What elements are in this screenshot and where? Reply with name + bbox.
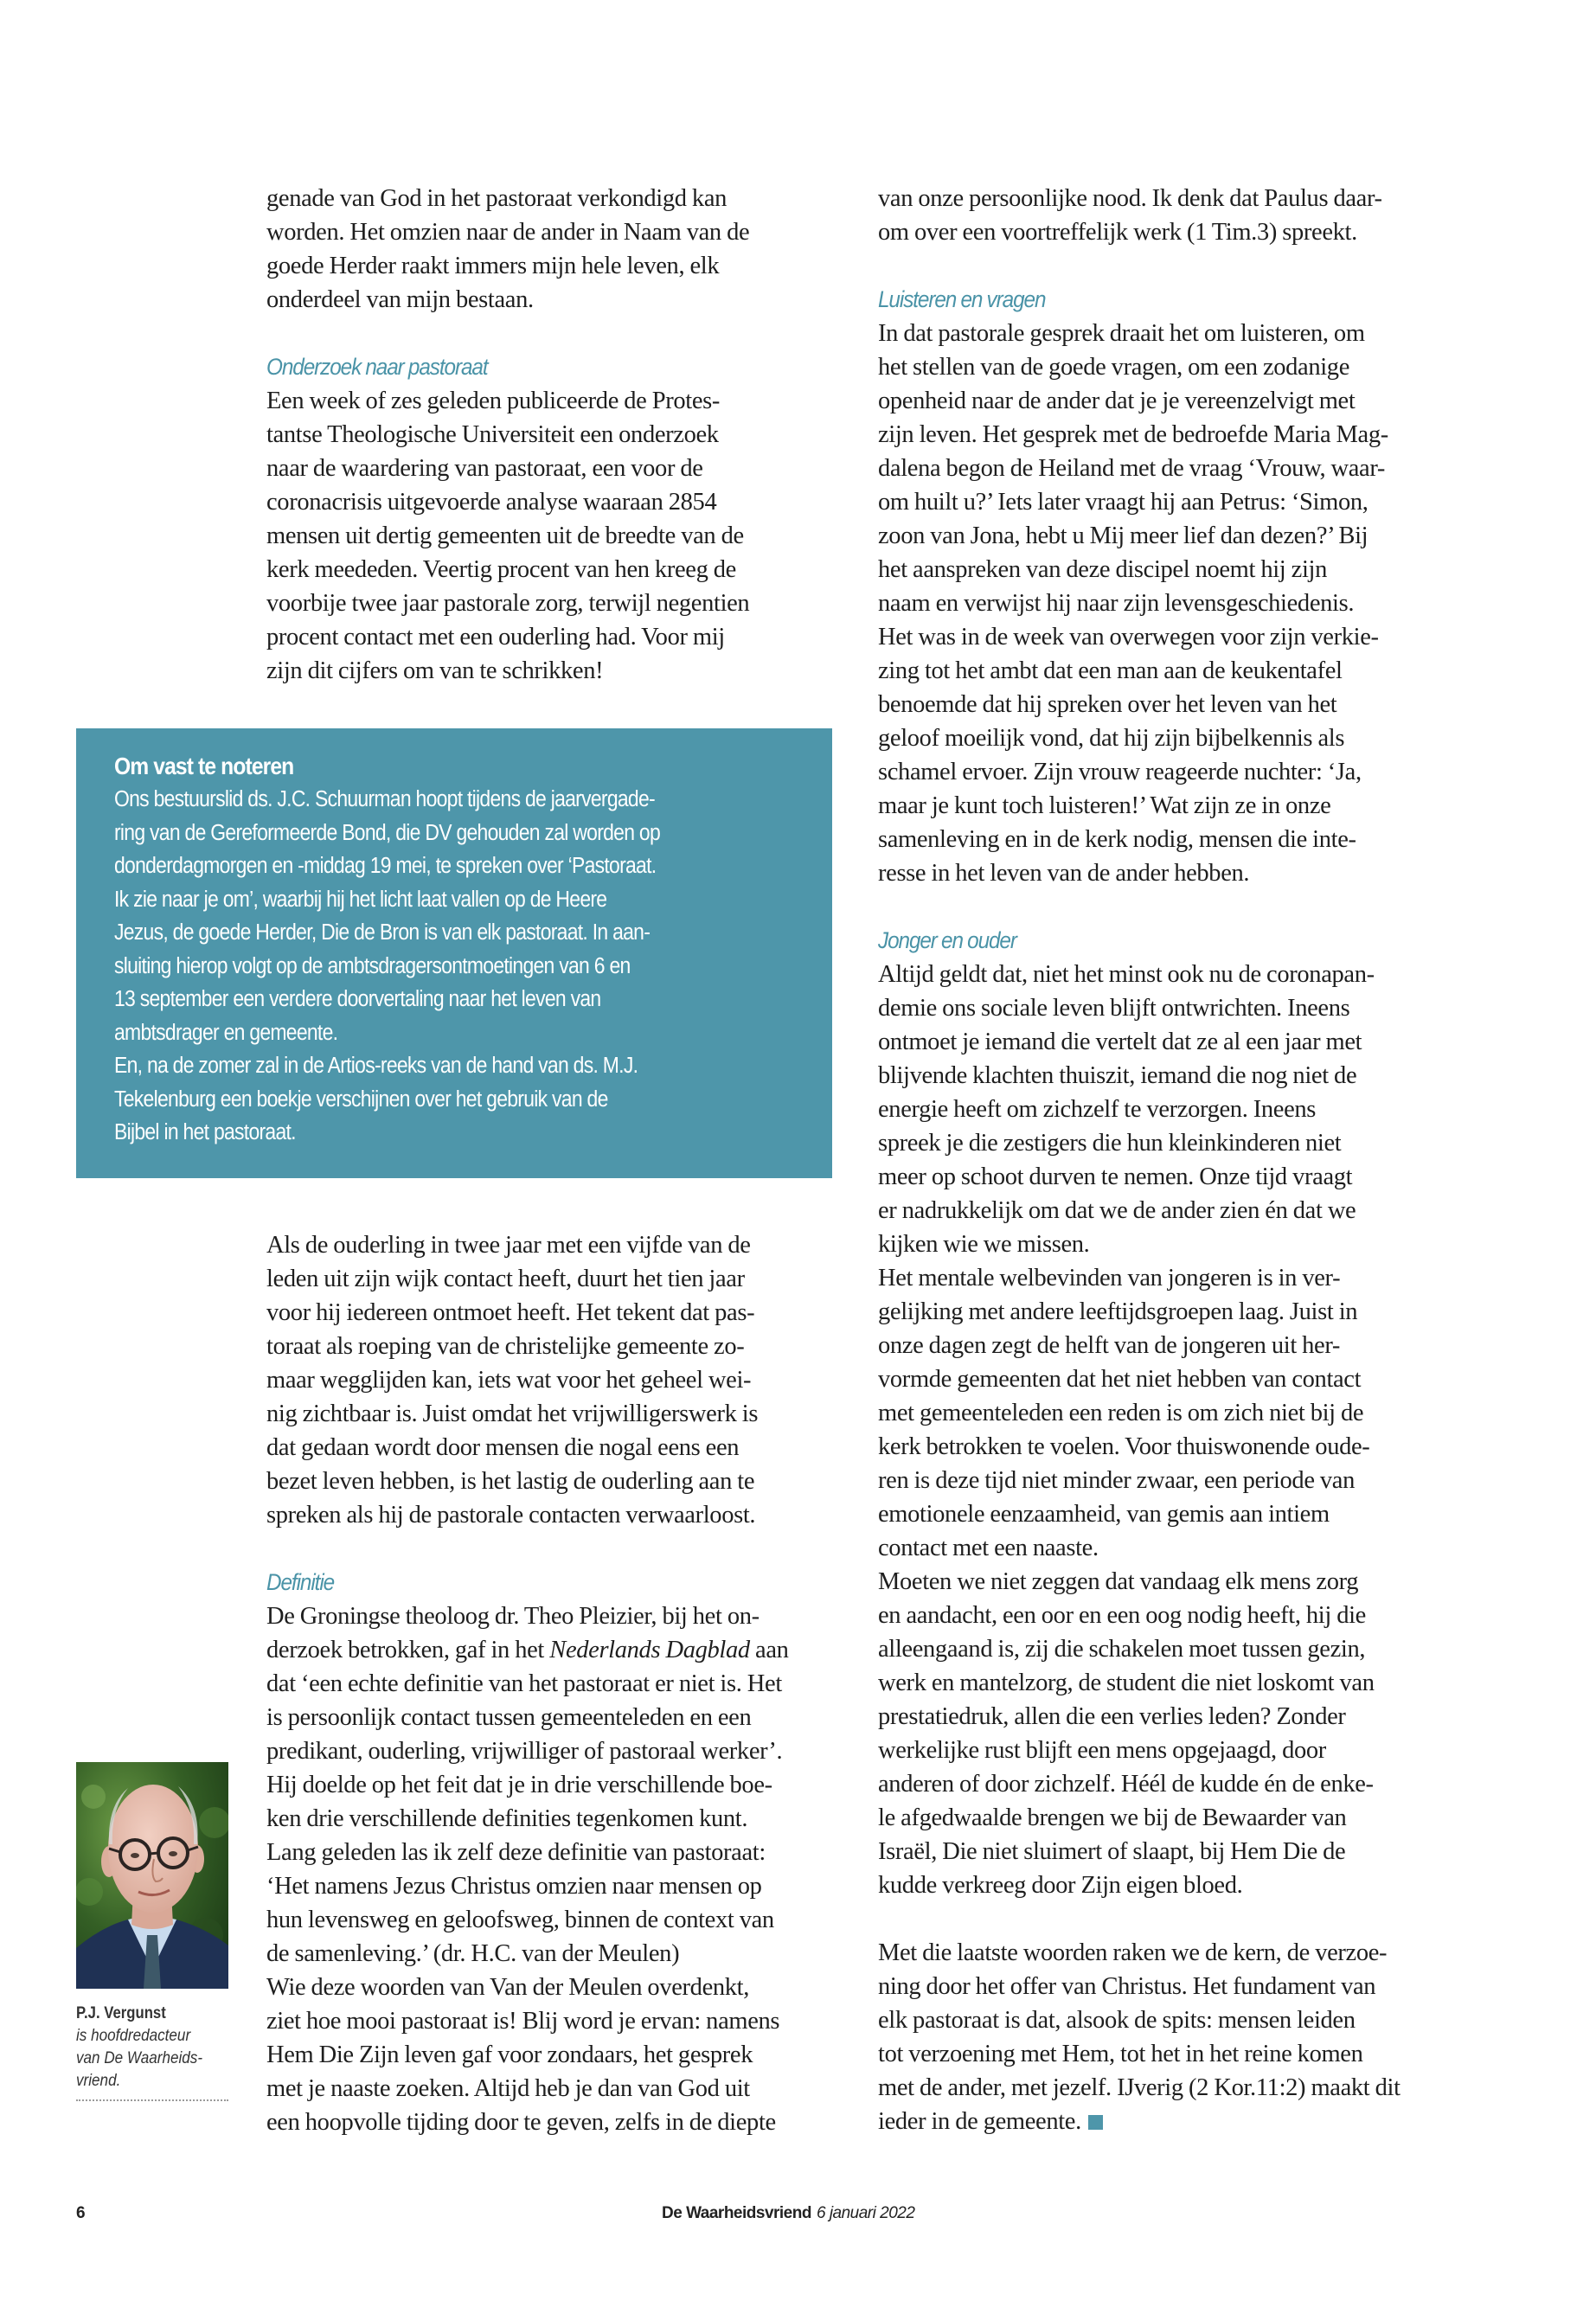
body-line: blijvende klachten thuiszit, iemand die nog niet de	[878, 1062, 1357, 1089]
body-line: Een week of zes geleden publiceerde de Protes-	[266, 388, 721, 414]
body-line: nig zichtbaar is. Juist omdat het vrijwilligerswerk is	[266, 1400, 759, 1427]
author-role-line: vriend.	[76, 2072, 121, 2090]
body-line: emotionele eenzaamheid, van gemis aan intiem	[878, 1501, 1330, 1528]
body-line: procent contact met een ouderling had. Voor mij	[266, 624, 725, 651]
body-line: goede Herder raakt immers mijn hele leven, elk	[266, 253, 720, 279]
body-line: werk en mantelzorg, de student die niet loskomt van	[878, 1670, 1375, 1696]
body-line: gelijking met andere leeftijdsgroepen laag. Juist in	[878, 1298, 1358, 1325]
body-line: zijn dit cijfers om van te schrikken!	[266, 657, 604, 684]
body-line: meer op schoot durven te nemen. Onze tijd vraagt	[878, 1163, 1353, 1190]
note-box-line: En, na de zomer zal in de Artios-reeks van de hand van ds. M.J.	[114, 1054, 638, 1078]
body-line: maar je kunt toch luisteren!’ Wat zijn ze in onze	[878, 792, 1331, 819]
note-box-line: Bijbel in het pastoraat.	[114, 1120, 296, 1144]
body-line: maar wegglijden kan, iets wat voor het geheel wei-	[266, 1367, 752, 1394]
body-line: anderen of door zichzelf. Héél de kudde én de enke-	[878, 1771, 1374, 1798]
author-photo	[76, 1762, 228, 1989]
body-line: onderdeel van mijn bestaan.	[266, 286, 534, 313]
body-line	[878, 2105, 1466, 2138]
body-line: Lang geleden las ik zelf deze definitie van pastoraat:	[266, 1839, 766, 1866]
body-line: Hij doelde op het feit dat je in drie verschillende boe-	[266, 1772, 772, 1798]
body-line	[266, 1633, 837, 1667]
body-line: zijn leven. Het gesprek met de bedroefde Maria Mag-	[878, 421, 1388, 448]
author-name: P.J. Vergunst	[76, 2004, 166, 2022]
body-line: Hem Die Zijn leven gaf voor zondaars, het gesprek	[266, 2041, 753, 2068]
body-text: ieder in de gemeente.	[878, 2108, 1081, 2135]
body-line: energie heeft om zichzelf te verzorgen. Ineens	[878, 1096, 1317, 1123]
note-box-title: Om vast te noteren	[114, 753, 294, 779]
body-line: is persoonlijk contact tussen gemeenteleden en een	[266, 1704, 752, 1731]
author-role-line: van De Waarheids-	[76, 2049, 203, 2067]
note-box-line: 13 september een verdere doorvertaling naar het leven van	[114, 987, 601, 1011]
body-line: om huilt u?’ Iets later vraagt hij aan Petrus: ‘Simon,	[878, 489, 1368, 516]
body-line: werkelijke rust blijft een mens opgejaagd, door	[878, 1737, 1326, 1764]
body-line: ziet hoe mooi pastoraat is! Blij word je ervan: namens	[266, 2008, 780, 2035]
body-line: benoemde dat hij spreken over het leven van het	[878, 691, 1337, 718]
publication-footer	[662, 2204, 914, 2223]
body-line: kijken wie we missen.	[878, 1231, 1090, 1258]
body-line: naam en verwijst hij naar zijn levensgeschiedenis.	[878, 590, 1355, 617]
body-line: het aanspreken van deze discipel noemt hij zijn	[878, 556, 1327, 583]
note-box-line: Jezus, de goede Herder, Die de Bron is van elk pastoraat. In aan-	[114, 920, 651, 945]
body-line: dat ‘een echte definitie van het pastoraat er niet is. Het	[266, 1670, 782, 1697]
author-role-line: is hoofdredacteur	[76, 2027, 191, 2045]
body-line: Wie deze woorden van Van der Meulen overdenkt,	[266, 1974, 750, 2001]
body-line: ‘Het namens Jezus Christus omzien naar mensen op	[266, 1873, 762, 1900]
note-box-line: donderdagmorgen en -middag 19 mei, te spreken over ‘Pastoraat.	[114, 854, 657, 878]
body-line: voorbije twee jaar pastorale zorg, terwijl negentien	[266, 590, 750, 617]
body-line: predikant, ouderling, vrijwilliger of pastoraal werker’.	[266, 1738, 783, 1765]
body-line: Met die laatste woorden raken we de kern, de verzoe-	[878, 1939, 1388, 1966]
body-text: derzoek betrokken, gaf in het	[266, 1637, 550, 1663]
body-line: hun levensweg en geloofsweg, binnen de context van	[266, 1907, 774, 1933]
body-line: spreken als hij de pastorale contacten verwaarloost.	[266, 1502, 756, 1529]
body-line: met de ander, met jezelf. IJverig (2 Kor.11:2) maakt dit	[878, 2074, 1401, 2101]
article-column-right	[878, 182, 1466, 2138]
body-line: kerk meededen. Veertig procent van hen kreeg de	[266, 556, 736, 583]
body-line: Het mentale welbevinden van jongeren is in ver-	[878, 1265, 1341, 1292]
body-line: onze dagen zegt de helft van de jongeren uit her-	[878, 1332, 1341, 1359]
body-line: ren is deze tijd niet minder zwaar, een periode van	[878, 1467, 1356, 1494]
author-portrait-illustration	[76, 1762, 228, 1989]
body-line: bezet leven hebben, is het lastig de ouderling aan te	[266, 1468, 755, 1495]
body-line: mensen uit dertig gemeenten uit de breedte van de	[266, 522, 744, 549]
body-line: Het was in de week van overwegen voor zijn verkie-	[878, 624, 1379, 651]
body-line: Moeten we niet zeggen dat vandaag elk mens zorg	[878, 1568, 1359, 1595]
body-line: elk pastoraat is dat, alsook de spits: mensen leiden	[878, 2007, 1356, 2034]
body-line: alleengaand is, zij die schakelen moet tussen gezin,	[878, 1636, 1366, 1663]
end-of-article-square-icon	[1088, 2115, 1103, 2130]
body-line: Israël, Die niet sluimert of slaapt, bij Hem Die de	[878, 1838, 1346, 1865]
body-line: kudde verkreeg door Zijn eigen bloed.	[878, 1872, 1243, 1899]
magazine-name: De Waarheidsvriend	[662, 2204, 811, 2222]
body-text: aan	[749, 1637, 789, 1663]
body-line: tantse Theologische Universiteit een onderzoek	[266, 421, 719, 448]
issue-date: 6 januari 2022	[816, 2204, 915, 2222]
body-line: openheid naar de ander dat je je vereenzelvigt met	[878, 388, 1356, 414]
page-number: 6	[76, 2204, 86, 2222]
body-line: De Groningse theoloog dr. Theo Pleizier, bij het on-	[266, 1603, 760, 1630]
body-line: schamel ervoer. Zijn vrouw reageerde nuchter: ‘Ja,	[878, 759, 1362, 785]
byline-divider	[76, 2099, 228, 2101]
publication-title: Nederlands Dagblad	[549, 1637, 750, 1663]
body-line: ken drie verschillende definities tegenkomen kunt.	[266, 1805, 748, 1832]
body-line: zing tot het ambt dat een man aan de keukentafel	[878, 657, 1343, 684]
note-box-line: ambtsdrager en gemeente.	[114, 1020, 338, 1045]
body-line: ning door het offer van Christus. Het fundament van	[878, 1973, 1376, 2000]
section-heading-jonger-en-ouder: Jonger en ouder	[878, 927, 1016, 953]
body-line: zoon van Jona, hebt u Mij meer lief dan dezen?’ Bij	[878, 522, 1368, 549]
note-box-line: Ik zie naar je om’, waarbij hij het licht laat vallen op de Heere	[114, 887, 607, 912]
note-box-line: ring van de Gereformeerde Bond, die DV gehouden zal worden op	[114, 820, 660, 845]
article-column-left-bottom	[266, 1228, 837, 2139]
body-line: er nadrukkelijk om dat we de ander zien én dat we	[878, 1197, 1356, 1224]
article-column-left-top	[266, 182, 837, 688]
body-line: het stellen van de goede vragen, om een zodanige	[878, 354, 1350, 381]
body-line: prestatiedruk, allen die een verlies leden? Zonder	[878, 1703, 1346, 1730]
body-line: spreek je die zestigers die hun kleinkinderen niet	[878, 1130, 1342, 1157]
body-line: ontmoet je iemand die vertelt dat ze al een jaar met	[878, 1029, 1362, 1055]
body-line: van onze persoonlijke nood. Ik denk dat Paulus daar-	[878, 185, 1382, 212]
body-line: In dat pastorale gesprek draait het om luisteren, om	[878, 320, 1365, 347]
body-line: contact met een naaste.	[878, 1535, 1099, 1561]
section-heading-onderzoek: Onderzoek naar pastoraat	[266, 354, 488, 380]
body-line: coronacrisis uitgevoerde analyse waaraan 2854	[266, 489, 717, 516]
body-line: tot verzoening met Hem, tot het in het reine komen	[878, 2041, 1363, 2067]
body-line: worden. Het omzien naar de ander in Naam van de	[266, 219, 750, 246]
body-line: geloof moeilijk vond, dat hij zijn bijbelkennis als	[878, 725, 1345, 752]
note-box-om-vast-te-noteren	[76, 728, 832, 1178]
body-line: en aandacht, een oor en een oog nodig heeft, hij die	[878, 1602, 1366, 1629]
body-line: de samenleving.’ (dr. H.C. van der Meulen)	[266, 1940, 680, 1967]
note-box-line: Tekelenburg een boekje verschijnen over het gebruik van de	[114, 1086, 608, 1112]
body-line: Als de ouderling in twee jaar met een vijfde van de	[266, 1232, 751, 1259]
body-line: met je naaste zoeken. Altijd heb je dan van God uit	[266, 2075, 750, 2102]
body-line: resse in het leven van de ander hebben.	[878, 860, 1250, 887]
body-line: toraat als roeping van de christelijke gemeente zo-	[266, 1333, 745, 1360]
body-line: kerk betrokken te voelen. Voor thuiswonende oude-	[878, 1433, 1370, 1460]
body-line: voor hij iedereen ontmoet heeft. Het tekent dat pas-	[266, 1299, 755, 1326]
section-heading-definitie: Definitie	[266, 1569, 335, 1595]
body-line: om over een voortreffelijk werk (1 Tim.3) spreekt.	[878, 219, 1357, 246]
body-line: dalena begon de Heiland met de vraag ‘Vrouw, waar-	[878, 455, 1386, 482]
note-box-line: sluiting hierop volgt op de ambtsdragersontmoetingen van 6 en	[114, 953, 631, 978]
body-line: een hoopvolle tijding door te geven, zelfs in de diepte	[266, 2109, 776, 2136]
body-line: dat gedaan wordt door mensen die nogal eens een	[266, 1434, 740, 1461]
body-line: Altijd geldt dat, niet het minst ook nu de coronapan-	[878, 961, 1375, 988]
author-byline	[76, 2003, 228, 2101]
body-line: samenleving en in de kerk nodig, mensen die inte-	[878, 826, 1356, 853]
section-heading-luisteren: Luisteren en vragen	[878, 286, 1046, 312]
body-line: met gemeenteleden een reden is om zich niet bij de	[878, 1400, 1364, 1426]
body-line: demie ons sociale leven blijft ontwrichten. Ineens	[878, 995, 1350, 1022]
body-line: vormde gemeenten dat het niet hebben van contact	[878, 1366, 1362, 1393]
body-line: genade van God in het pastoraat verkondigd kan	[266, 185, 727, 212]
note-box-line: Ons bestuurslid ds. J.C. Schuurman hoopt tijdens de jaarvergade-	[114, 787, 655, 811]
body-line: le afgedwaalde brengen we bij de Bewaarder van	[878, 1804, 1347, 1831]
body-line: leden uit zijn wijk contact heeft, duurt het tien jaar	[266, 1266, 745, 1292]
body-line: naar de waardering van pastoraat, een voor de	[266, 455, 703, 482]
